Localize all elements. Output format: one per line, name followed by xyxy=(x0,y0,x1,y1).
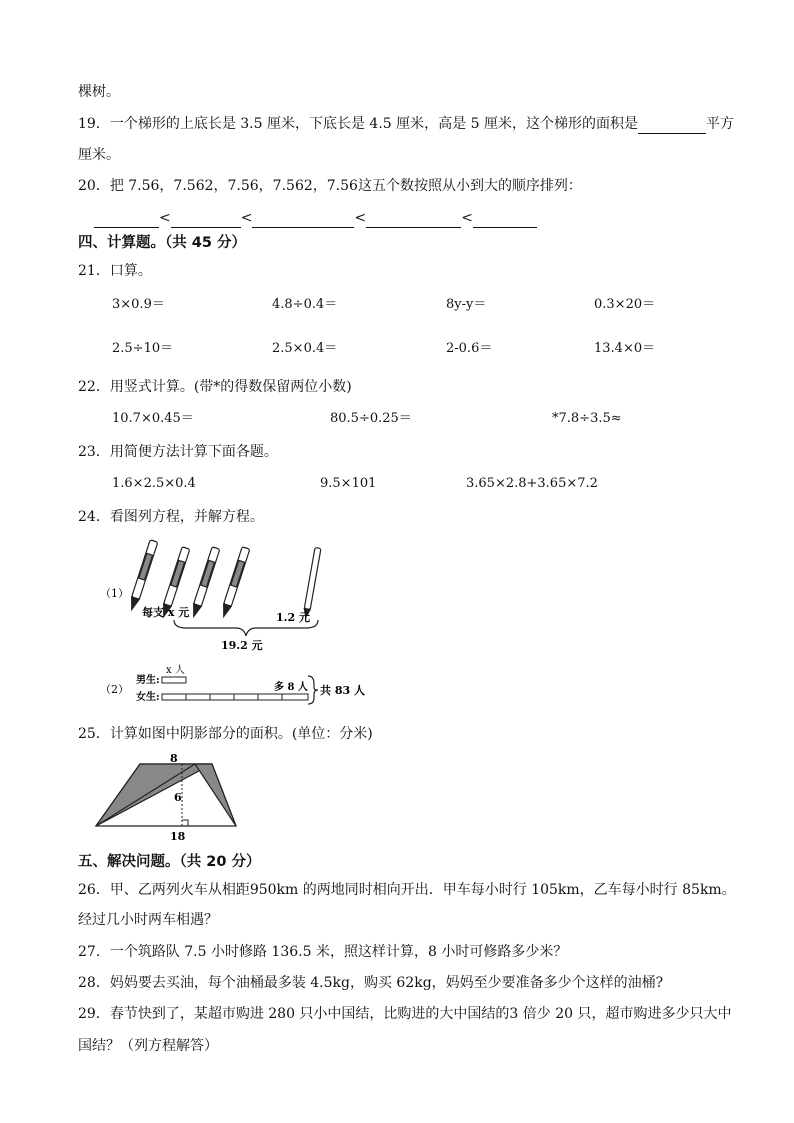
question-26-tail: 经过几小时两车相遇？ xyxy=(78,912,218,928)
unit-price-label: 每支 x 元 xyxy=(142,606,190,619)
question-22: 22．用竖式计算。(带*的得数保留两位小数) xyxy=(78,379,352,395)
oral-item: 8y-y＝ xyxy=(446,297,487,312)
pen-icon xyxy=(303,547,321,617)
question-29-tail: 国结？（列方程解答） xyxy=(78,1038,218,1054)
pen-icon xyxy=(128,540,158,611)
question-21: 21．口算。 xyxy=(78,263,152,279)
order-blank-4[interactable] xyxy=(366,212,461,228)
ordering-blanks xyxy=(94,208,537,228)
order-blank-2[interactable] xyxy=(171,212,241,228)
question-29: 29．春节快到了，某超市购进 280 只小中国结，比购进的大中国结的3 倍少 20 只，超市购进多少只大中 xyxy=(78,1006,732,1022)
question-24: 24．看图列方程，并解方程。 xyxy=(78,509,264,525)
simple-calc-item: 1.6×2.5×0.4 xyxy=(112,476,196,491)
question-19-tail: 厘米。 xyxy=(78,147,120,163)
simple-calc-item: 3.65×2.8+3.65×7.2 xyxy=(466,476,598,491)
figure-1-number: （1） xyxy=(100,587,129,600)
students-figure xyxy=(96,660,386,706)
continued-text: 棵树。 xyxy=(78,84,120,100)
vertical-calc-item: 80.5÷0.25＝ xyxy=(330,411,412,426)
total-brace xyxy=(308,676,318,704)
pen-icon xyxy=(220,547,250,618)
order-blank-5[interactable] xyxy=(473,212,537,228)
question-28: 28．妈妈要去买油，每个油桶最多装 4.5kg，购买 62kg，妈妈至少要准备多少个这样的油桶? xyxy=(78,975,664,991)
oral-item: 2-0.6＝ xyxy=(446,341,493,356)
less-than-sign: < xyxy=(461,210,473,226)
less-than-sign: < xyxy=(354,210,367,226)
question-27: 27．一个筑路队 7.5 小时修路 136.5 米，照这样计算，8 小时可修路多少米？ xyxy=(78,944,568,960)
figure-2-number: （2） xyxy=(100,683,129,696)
total-price-label: 19.2 元 xyxy=(221,639,263,652)
total-students-label: 共 83 人 xyxy=(320,684,365,697)
order-blank-3[interactable] xyxy=(252,212,354,228)
oral-item: 13.4×0＝ xyxy=(594,341,656,356)
boys-label: 男生: xyxy=(136,675,160,686)
oral-item: 0.3×20＝ xyxy=(594,297,656,312)
vertical-calc-item: 10.7×0.45＝ xyxy=(112,411,194,426)
question-19 xyxy=(78,114,734,134)
boys-x-label: x 人 xyxy=(166,665,185,676)
height-label: 6 xyxy=(174,791,182,804)
vertical-calc-item: *7.8÷3.5≈ xyxy=(552,411,622,426)
order-blank-1[interactable] xyxy=(94,212,159,228)
bottom-base-label: 18 xyxy=(170,830,186,843)
oral-item: 2.5÷10＝ xyxy=(112,341,174,356)
girls-label: 女生: xyxy=(136,692,160,703)
oral-item: 2.5×0.4＝ xyxy=(272,341,338,356)
girls-bar xyxy=(162,694,308,700)
question-20: 20．把 7.56，7.562，7.56，7.562，7.56这五个数按照从小到大的顺序排列： xyxy=(78,178,582,194)
question-23: 23．用简便方法计算下面各题。 xyxy=(78,444,278,460)
pen-icon xyxy=(190,547,220,618)
simple-calc-item: 9.5×101 xyxy=(320,476,377,491)
question-26: 26．甲、乙两列火车从相距950km 的两地同时相向开出．甲车每小时行 105km，乙车每小时行 85km。 xyxy=(78,882,736,898)
section-4-heading: 四、计算题。（共 45 分） xyxy=(78,235,247,251)
top-base-label: 8 xyxy=(170,752,178,765)
pens-figure xyxy=(96,536,336,656)
boys-bar xyxy=(162,677,186,683)
question-19-unit: 平方 xyxy=(705,116,734,132)
trapezoid-figure xyxy=(90,752,250,846)
less-than-sign: < xyxy=(240,210,253,226)
more-label: 多 8 人 xyxy=(274,682,308,693)
less-than-sign: < xyxy=(159,210,171,226)
oral-item: 3×0.9＝ xyxy=(112,297,165,312)
section-5-heading: 五、解决问题。（共 20 分） xyxy=(78,854,261,870)
pen-price-label: 1.2 元 xyxy=(276,611,310,624)
answer-blank[interactable] xyxy=(638,118,706,134)
question-25: 25．计算如图中阴影部分的面积。(单位：分米) xyxy=(78,726,373,742)
oral-item: 4.8÷0.4＝ xyxy=(272,297,338,312)
question-19-text: 19．一个梯形的上底长是 3.5 厘米，下底长是 4.5 厘米，高是 5 厘米，这个梯形的面积是 xyxy=(78,116,638,132)
